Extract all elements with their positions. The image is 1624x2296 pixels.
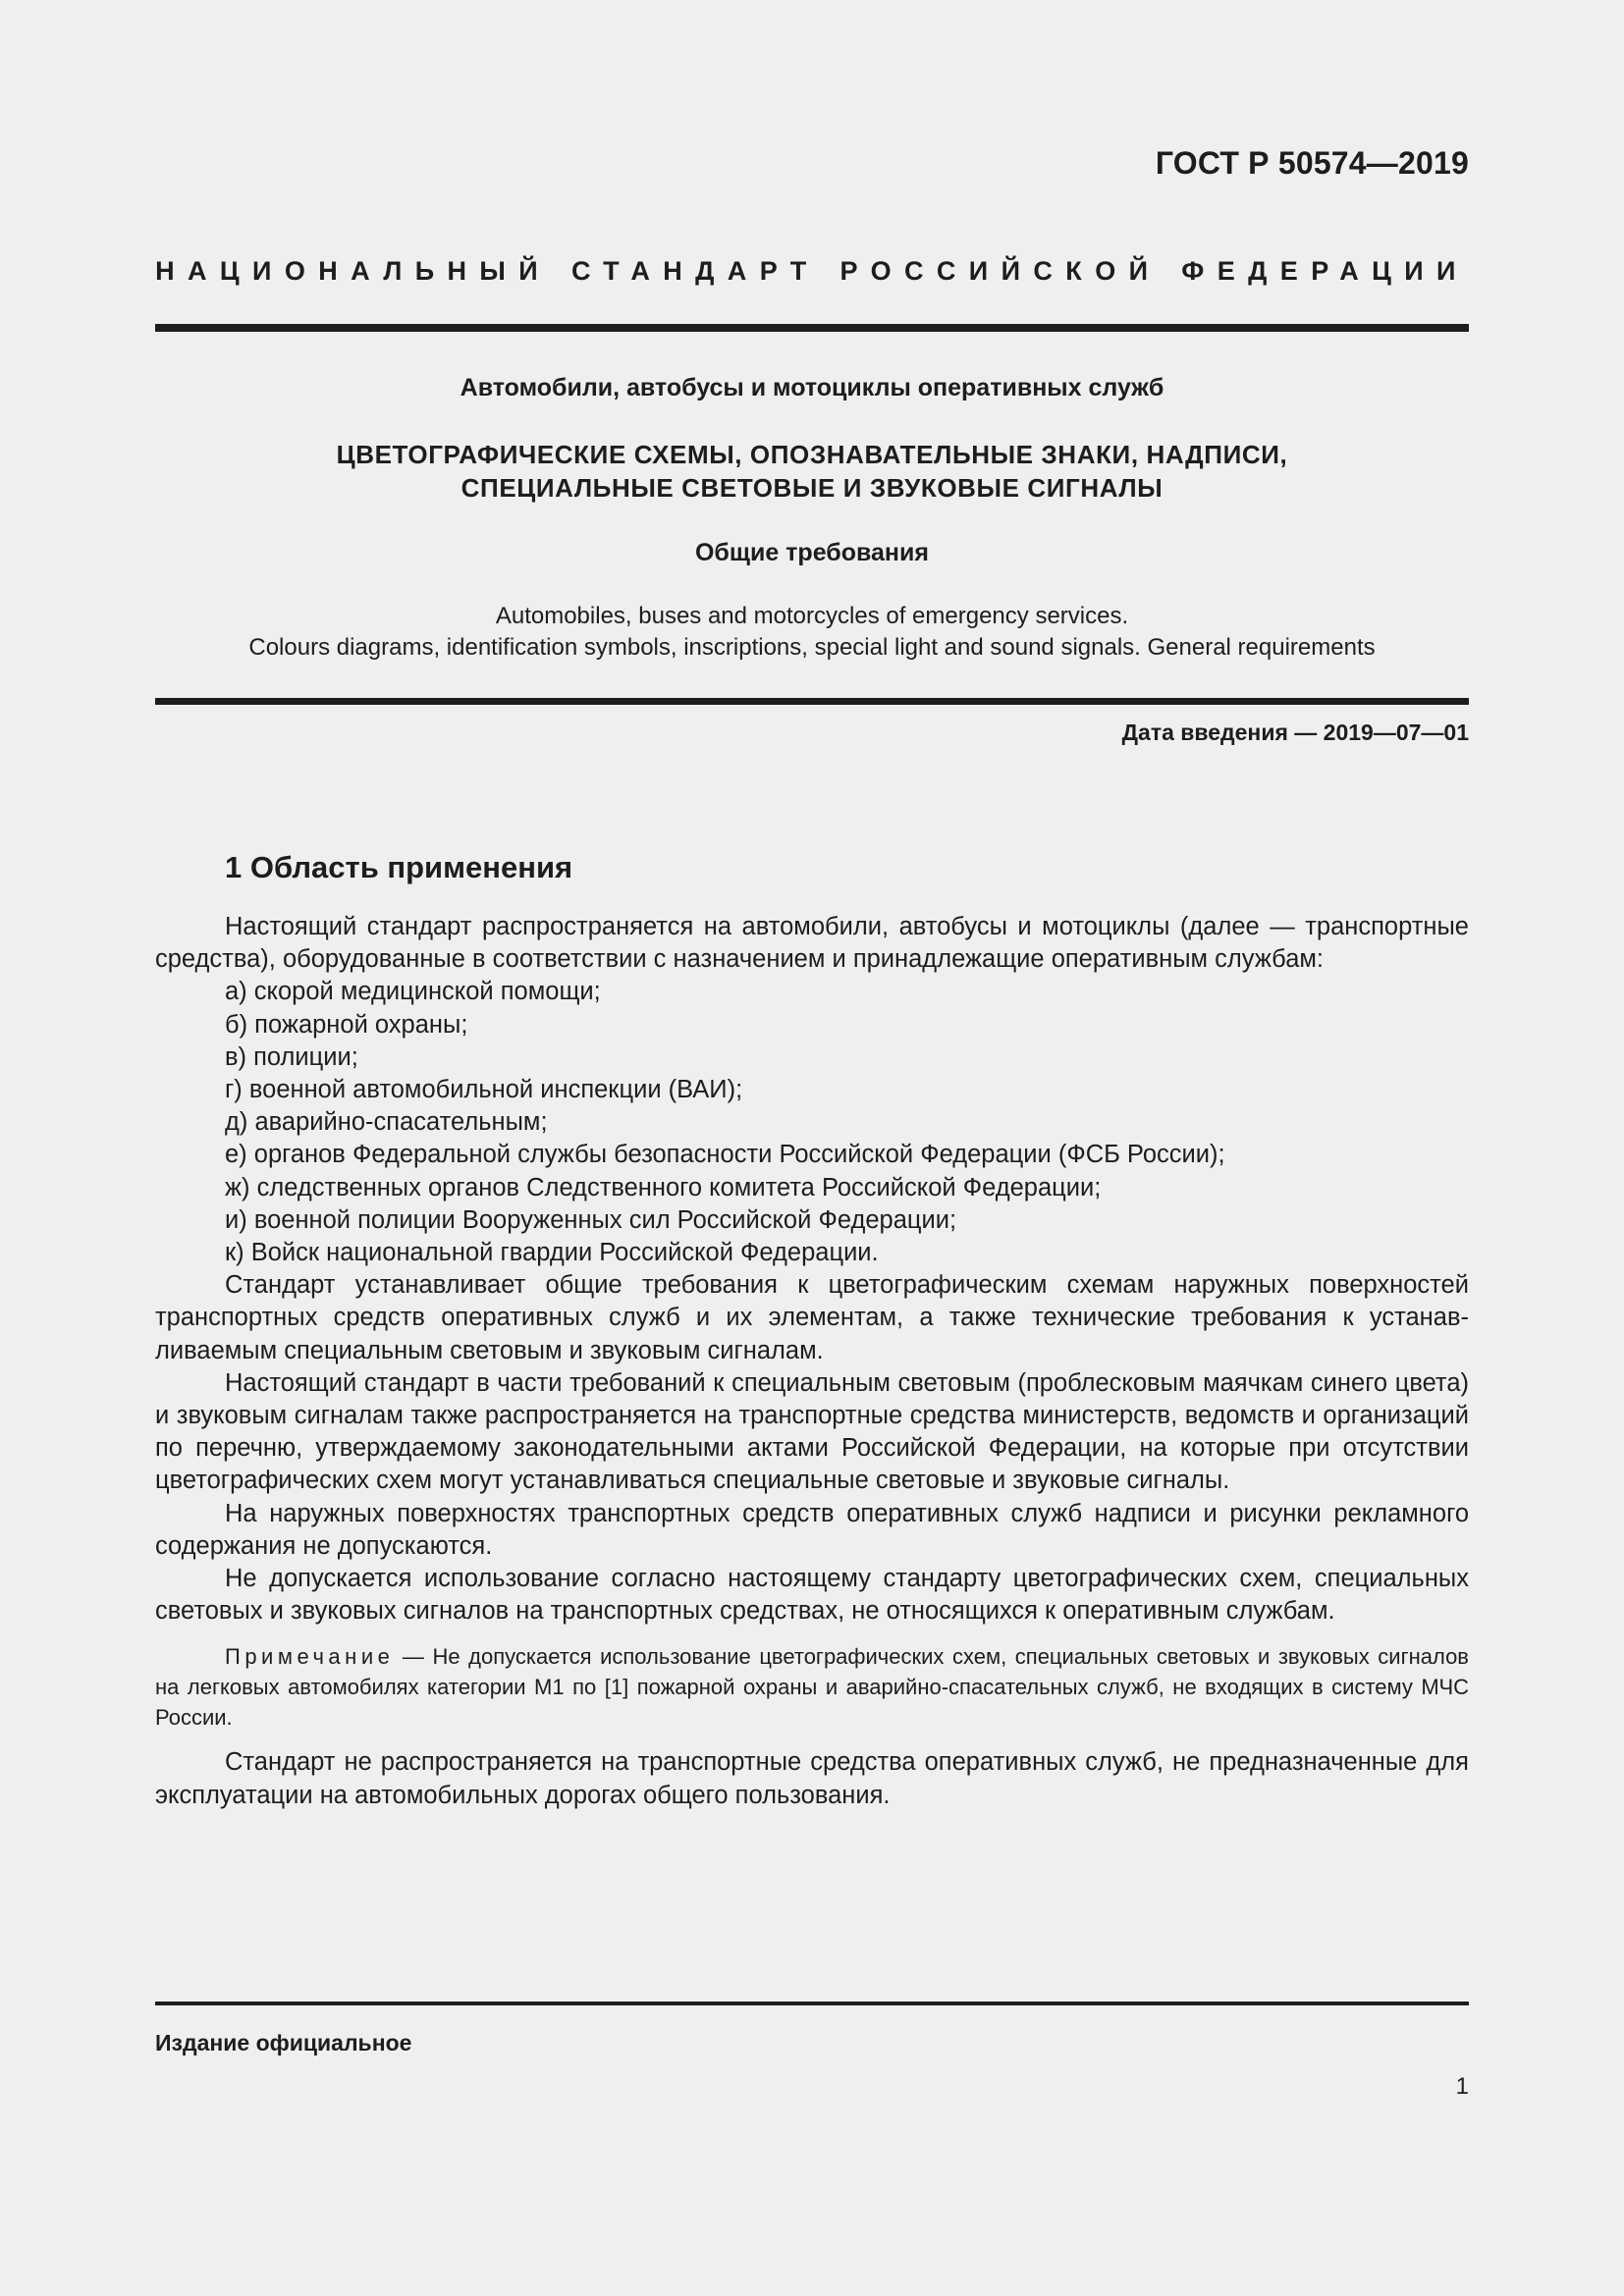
title-line-1: ЦВЕТОГРАФИЧЕСКИЕ СХЕМЫ, ОПОЗНАВАТЕЛЬНЫЕ ЗНАКИ, НАДПИСИ, <box>336 440 1288 469</box>
title-line-2: СПЕЦИАЛЬНЫЕ СВЕТОВЫЕ И ЗВУКОВЫЕ СИГНАЛЫ <box>460 473 1164 503</box>
introduction-date: Дата введения — 2019—07—01 <box>1121 720 1469 745</box>
list-item: г) военной автомобильной инспекции (ВАИ); <box>225 1076 743 1104</box>
note-text: — Не допускается использование цветографических схем, специальных световых и звуковых сигналов на легковых автомобилях категории М1 по [1] пожарной охраны и аварийно-спасательных служб, не входящих в систему МЧС России. <box>155 1644 1469 1731</box>
list-item: е) органов Федеральной службы безопасности Российской Федерации (ФСБ России); <box>225 1141 1225 1169</box>
list-item: а) скорой медицинской помощи; <box>225 978 601 1006</box>
footer-divider <box>155 2002 1469 2005</box>
list-item: и) военной полиции Вооруженных сил Российской Федерации; <box>225 1205 957 1234</box>
paragraph: Настоящий стандарт в части требований к специальным световым (проблесковым маячкам синего цвета) и звуковым сигналам также распространяется на транспортные средства министерств, ведомств и организаций по перечню, утверждаемому законодательными актами Российской Федерации, на которые при отсутствии цветографических схем могут устанавливаться специальные световые и звуковые сигналы. <box>155 1368 1469 1495</box>
top-divider <box>155 324 1469 332</box>
document-subtitle: Общие требования <box>694 539 929 566</box>
paragraph: Настоящий стандарт распространяется на автомобили, автобусы и мотоциклы (далее — транспортные средства), оборудованные в соответствии с назначением и принадлежащие оперативным службам: <box>155 913 1469 974</box>
section-body <box>155 911 1469 1812</box>
title-divider <box>155 698 1469 705</box>
note-label: Примечание <box>225 1644 395 1670</box>
note <box>155 1641 1469 1733</box>
section-heading: 1 Область применения <box>225 850 573 884</box>
english-title <box>155 601 1469 664</box>
english-title-line-1: Automobiles, buses and motorcycles of emergency services. <box>495 603 1129 629</box>
edition-label: Издание официальное <box>155 2030 412 2056</box>
standard-type-heading: НАЦИОНАЛЬНЫЙ СТАНДАРТ РОССИЙСКОЙ ФЕДЕРАЦИИ <box>155 256 1469 286</box>
list-item: в) полиции; <box>225 1042 358 1071</box>
list-item: д) аварийно-спасательным; <box>225 1108 548 1137</box>
paragraph: Не допускается использование согласно настоящему стандарту цветографических схем, специальных световых и звуковых сигналов на транспортных средствах, не относящихся к оперативным службам. <box>155 1565 1469 1626</box>
document-number: ГОСТ Р 50574—2019 <box>1155 145 1469 181</box>
page-number: 1 <box>1455 2073 1469 2100</box>
list-item: ж) следственных органов Следственного комитета Российской Федерации; <box>225 1173 1102 1201</box>
english-title-line-2: Colours diagrams, identification symbols, inscriptions, special light and sound signals. General requirements <box>248 634 1376 661</box>
document-title <box>155 438 1469 505</box>
paragraph: На наружных поверхностях транспортных средств оперативных служб надписи и рисунки рекламного содержания не допускаются. <box>155 1499 1469 1560</box>
paragraph: Стандарт устанавливает общие требования к цветографическим схемам наружных поверхностей транспортных средств оперативных служб и их элементам, а также технические требования к устанавливаемым специальным световым и звуковым сигналам. <box>155 1271 1469 1364</box>
list-item: к) Войск национальной гвардии Российской Федерации. <box>225 1239 879 1267</box>
list-item: б) пожарной охраны; <box>225 1010 468 1039</box>
document-subject: Автомобили, автобусы и мотоциклы оперативных служб <box>460 374 1164 401</box>
paragraph: Стандарт не распространяется на транспортные средства оперативных служб, не предназначенные для эксплуатации на автомобильных дорогах общего пользования. <box>155 1748 1469 1809</box>
